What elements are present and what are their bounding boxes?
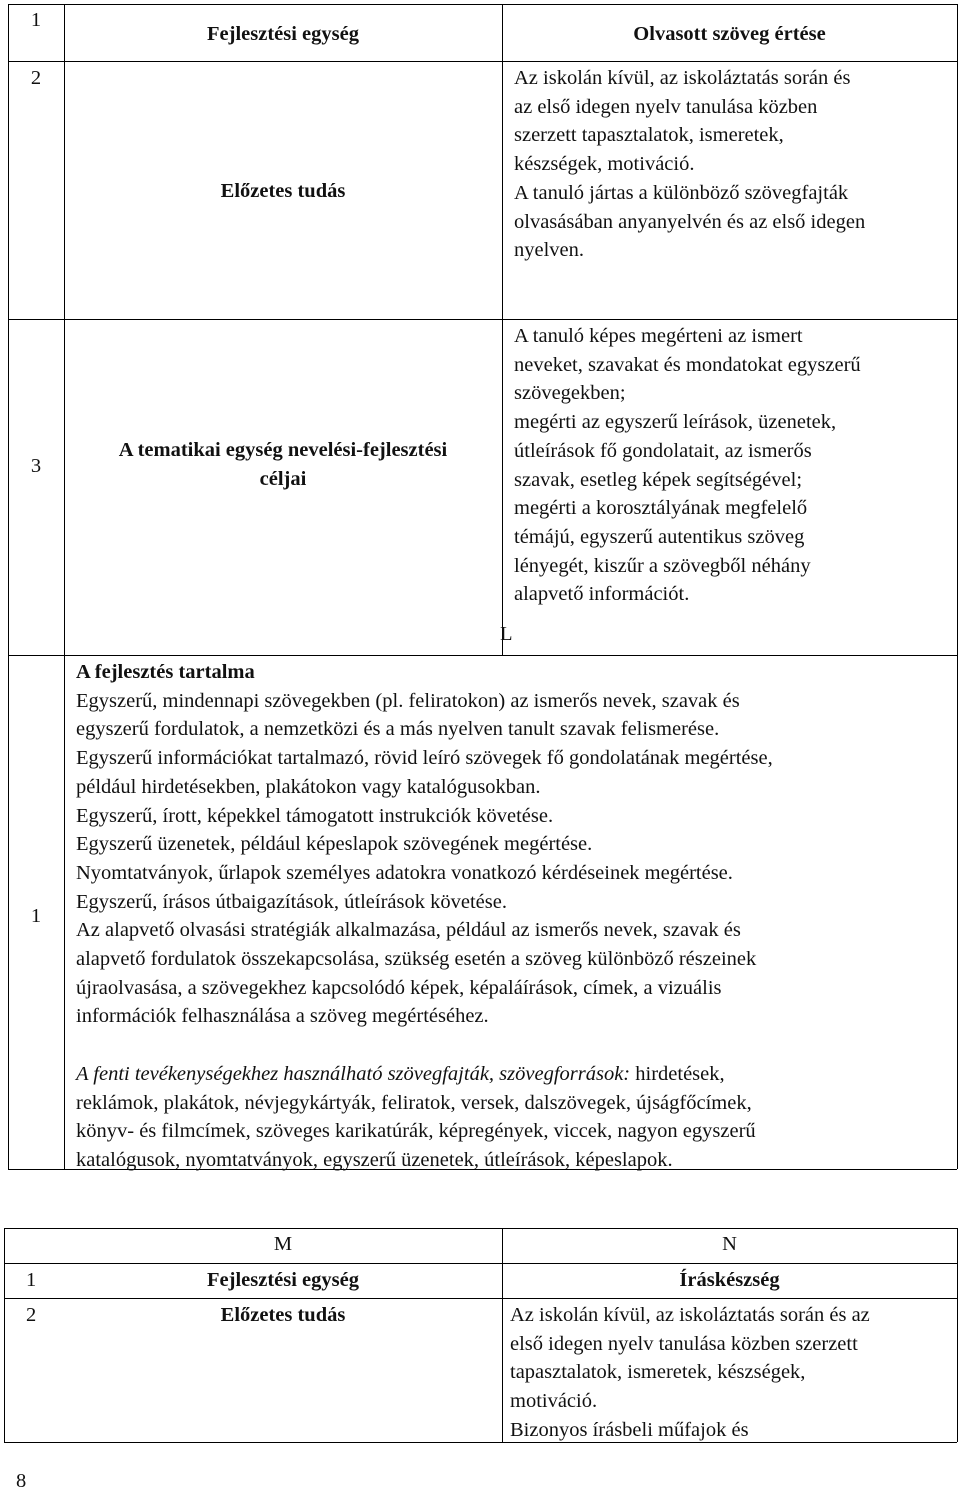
- text-line: információk felhasználása a szöveg megértéséhez.: [76, 1005, 489, 1028]
- text-line: készségek, motiváció.: [514, 153, 695, 176]
- row-number: 1: [26, 1269, 37, 1291]
- row-number: 1: [30, 9, 42, 31]
- column-header-left: Fejlesztési egység: [207, 23, 359, 45]
- development-content: [76, 658, 954, 1175]
- text-line: alapvető információt.: [514, 583, 690, 606]
- text-line: Bizonyos írásbeli műfajok és: [510, 1418, 749, 1441]
- text-line: az első idegen nyelv tanulása közben: [514, 95, 818, 118]
- column-letter-n: N: [722, 1233, 737, 1255]
- page-number: 8: [16, 1470, 27, 1492]
- text-line: olvasásában anyanyelvén és az első idegen: [514, 210, 866, 233]
- column-header-left: Fejlesztési egység: [207, 1269, 359, 1291]
- text-line: motiváció.: [510, 1390, 598, 1413]
- text-line: céljai: [259, 467, 307, 490]
- text-line: A tematikai egység nevelési-fejlesztési: [118, 439, 448, 461]
- text-line: szövegekben;: [514, 382, 626, 405]
- text-line: Az iskolán kívül, az iskoláztatás során és az: [510, 1304, 870, 1326]
- text-line: neveket, szavakat és mondatokat egyszerű: [514, 353, 861, 376]
- text-line: lényegét, kiszűr a szövegből néhány: [514, 554, 811, 577]
- text-line: Nyomtatványok, űrlapok személyes adatokra vonatkozó kérdéseinek megértése.: [76, 861, 733, 884]
- text-line: tapasztalatok, ismeretek, készségek,: [510, 1361, 806, 1384]
- text-line: A tanuló jártas a különböző szövegfajták: [514, 181, 849, 204]
- prior-knowledge-text: [510, 1301, 955, 1445]
- row-number: 2: [30, 67, 42, 89]
- text-line: Egyszerű, írásos útbaigazítások, útleírások követése.: [76, 890, 507, 913]
- text-line: Egyszerű üzenetek, például képeslapok szövegének megértése.: [76, 833, 593, 856]
- text-line: megérti a korosztályának megfelelő: [514, 497, 808, 520]
- text-line: nyelven.: [514, 239, 585, 262]
- text-line: például hirdetésekben, plakátokon vagy katalógusokban.: [76, 775, 541, 798]
- row-number: 1: [30, 905, 42, 927]
- text-line: újraolvasása, a szövegekhez kapcsolódó képek, képaláírások, címek, a vizuális: [76, 976, 722, 999]
- text-line: Egyszerű, írott, képekkel támogatott instrukciók követése.: [76, 804, 554, 827]
- text-line: reklámok, plakátok, névjegykártyák, feliratok, versek, dalszövegek, újságfőcímek,: [76, 1091, 752, 1114]
- row-number: 2: [26, 1304, 37, 1326]
- row-label-goals: [64, 436, 502, 493]
- text-line: első idegen nyelv tanulása közben szerzett: [510, 1332, 858, 1355]
- text-line: egyszerű fordulatok, a nemzetközi és a más nyelven tanult szavak felismerése.: [76, 718, 720, 741]
- column-letter: L: [500, 623, 513, 645]
- row-label-prior-knowledge: Előzetes tudás: [220, 180, 346, 202]
- text-line: Egyszerű információkat tartalmazó, rövid leíró szövegek fő gondolatának megértése,: [76, 747, 773, 770]
- text-line: szavak, esetleg képek segítségével;: [514, 468, 803, 491]
- prior-knowledge-text: [514, 64, 954, 265]
- text-line: Az iskolán kívül, az iskoláztatás során és: [514, 67, 851, 89]
- text-line: katalógusok, nyomtatványok, egyszerű üzenetek, útleírások, képeslapok.: [76, 1148, 673, 1171]
- text-line: témájú, egyszerű autentikus szöveg: [514, 525, 805, 548]
- row-label-prior-knowledge: Előzetes tudás: [220, 1304, 346, 1326]
- text-line: útleírások fő gondolatait, az ismerős: [514, 439, 812, 462]
- italic-lead: A fenti tevékenységekhez használható szövegfajták, szövegforrások:: [76, 1062, 631, 1085]
- row-number: 3: [30, 455, 42, 477]
- content-heading: A fejlesztés tartalma: [76, 661, 255, 683]
- goals-text: [514, 322, 954, 609]
- column-header-right: Íráskészség: [679, 1269, 780, 1291]
- text-span: hirdetések,: [630, 1062, 725, 1085]
- text-line: Egyszerű, mindennapi szövegekben (pl. feliratokon) az ismerős nevek, szavak és: [76, 689, 740, 712]
- text-line: könyv- és filmcímek, szöveges karikatúrák, képregények, viccek, nagyon egyszerű: [76, 1120, 756, 1143]
- column-header-right: Olvasott szöveg értése: [633, 23, 826, 45]
- text-line: A tanuló képes megérteni az ismert: [514, 325, 803, 347]
- text-line: Az alapvető olvasási stratégiák alkalmazása, például az ismerős nevek, szavak és: [76, 919, 741, 942]
- text-line: szerzett tapasztalatok, ismeretek,: [514, 124, 784, 147]
- text-line: [76, 1060, 954, 1089]
- column-letter-m: M: [273, 1233, 293, 1255]
- text-line: alapvető fordulatok összekapcsolása, szükség esetén a szöveg különböző részeinek: [76, 948, 757, 971]
- text-line: megérti az egyszerű leírások, üzenetek,: [514, 411, 837, 434]
